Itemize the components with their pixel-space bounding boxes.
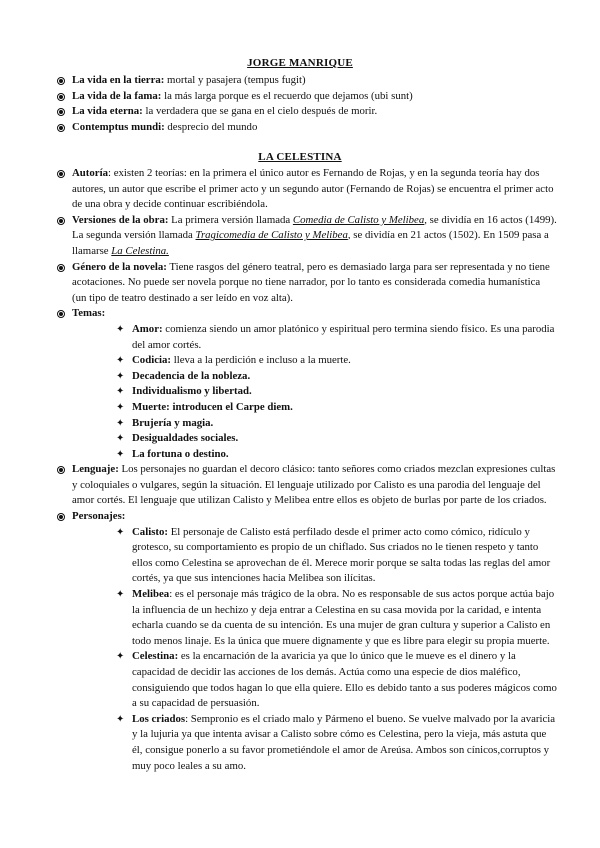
manrique-list: [55, 73, 555, 135]
sublist-item: [72, 416, 557, 432]
subitem-label: Los criados: [132, 712, 186, 725]
sublist-item: [72, 712, 557, 774]
subitem-label: Muerte: introducen el Carpe diem.: [132, 400, 293, 413]
subitem-label: Codicia:: [132, 354, 171, 367]
list-item-versiones: [55, 213, 557, 260]
item-text: la verdadera que se gana en el cielo después de morir.: [142, 105, 378, 118]
list-item: [55, 120, 555, 136]
sublist-item: [72, 587, 557, 649]
item-label: Temas:: [72, 307, 106, 320]
bullet-icon: [57, 124, 65, 132]
diamond-bullet-icon: ✦: [116, 713, 125, 725]
sublist-item: [72, 353, 557, 369]
list-item-personajes: [55, 509, 557, 774]
item-label: Contemptus mundi:: [72, 120, 165, 133]
item-label: Versiones de la obra:: [72, 213, 169, 226]
bullet-icon: [57, 513, 65, 521]
celestina-list: [55, 166, 557, 774]
diamond-bullet-icon: ✦: [116, 651, 125, 663]
list-item: [55, 73, 555, 89]
list-item: [55, 104, 555, 120]
subitem-label: Individualismo y libertad.: [132, 385, 252, 398]
item-label: La vida en la tierra:: [72, 74, 165, 86]
bullet-icon: [57, 93, 65, 101]
personajes-sublist: [72, 525, 557, 775]
bullet-icon: [57, 77, 65, 85]
diamond-bullet-icon: ✦: [116, 589, 125, 601]
subitem-text: comienza siendo un amor platónico y espiritual pero termina siendo físico. Es una parodia del amor cortés.: [132, 322, 555, 351]
item-text: la más larga porque es el recuerdo que dejamos (ubi sunt): [161, 89, 413, 102]
sublist-item: [72, 525, 557, 587]
subitem-text: El personaje de Calisto está perfilado desde el primer acto como cómico, ridículo y grotesco, su comportamiento es propio de un chiflado. Sus criados no le tienen respeto y tanto ellos como Celestina se aprovechan de él. Merece morir porque se salta todas las reglas del amor cortés, ya que sus intenciones hacia Melibea son ilícitas.: [132, 525, 551, 585]
subitem-label: Brujería y magia.: [132, 416, 214, 429]
list-item-lenguaje: [55, 462, 557, 509]
bullet-icon: [57, 310, 65, 318]
sublist-item: [72, 649, 557, 711]
sublist-item: [72, 369, 557, 385]
subitem-label: La fortuna o destino.: [132, 447, 229, 460]
subitem-label: Melibea: [132, 588, 170, 601]
subitem-text: : es el personaje más trágico de la obra. No es responsable de sus actos porque actúa bajo la influencia de un hechizo y deja entrar a Celestina en su casa movida por la caridad, e intenta echarla cuando se da cuenta de su intención. Es una mujer de gran cultura y superior a Calisto en todo menos linaje. Es la única que muere dignamente y que es libre para elegir su propia muerte.: [132, 588, 555, 647]
item-text: Tiene rasgos del género teatral, pero es demasiado larga para ser representada y no tiene acotaciones. No puede ser novela porque no tiene narrador, por lo tanto es considerada comedia humanística (un tipo de teatro destinado a ser leído en voz alta).: [72, 260, 550, 304]
bullet-icon: [57, 466, 65, 474]
work-title: Tragicomedia de Calisto y Melibea: [195, 229, 348, 242]
diamond-bullet-icon: ✦: [116, 370, 125, 382]
bullet-icon: [57, 264, 65, 272]
subitem-label: Desigualdades sociales.: [132, 432, 239, 445]
diamond-bullet-icon: ✦: [116, 417, 125, 429]
item-label: La vida eterna:: [72, 105, 143, 118]
item-text: Los personajes no guardan el decoro clásico: tanto señores como criados mezclan expresiones cultas y coloquiales o vulgares, según la situación. El lenguaje utilizado por Calisto es una parodia del lenguaje del amor cortés. El lenguaje que utilizan Calisto y Melibea entre ellos es objeto de burlas por parte de los criados.: [72, 463, 556, 507]
list-item-temas: [55, 306, 557, 462]
section-title-celestina: LA CELESTINA: [258, 151, 342, 163]
item-text: , se dividía en 16 actos (1499). La segunda versión llamada: [72, 213, 557, 242]
subitem-text: es la encarnación de la avaricia ya que lo único que le mueve es el dinero y la capacidad de decidir las acciones de los demás. Actúa como una especie de dios maléfico, consiguiendo que todos hagan lo que ella quiere. Ello es debido tanto a sus poderes mágicos como a su capacidad de persuasión.: [132, 650, 557, 710]
item-text: La primera versión llamada: [168, 213, 293, 226]
subitem-label: Calisto:: [132, 525, 168, 538]
work-title: La Celestina.: [111, 244, 169, 257]
item-label: La vida de la fama:: [72, 89, 162, 102]
diamond-bullet-icon: ✦: [116, 401, 125, 413]
item-label: Lenguaje:: [72, 463, 119, 476]
sublist-item: [72, 447, 557, 463]
item-text: : existen 2 teorías: en la primera el único autor es Fernando de Rojas, y en la segunda teoría hay dos autores, un autor que escribe el primer acto y un segundo autor (Fernando de Rojas) se encuentra el primer acto de una obra y decide continuar escribiéndola.: [72, 167, 554, 211]
item-text: , se dividía en 21 actos (1502). En 1509 pasa a llamarse: [72, 229, 549, 257]
sublist-item: [72, 384, 557, 400]
diamond-bullet-icon: ✦: [116, 448, 125, 460]
list-item-genero: [55, 260, 557, 307]
sublist-item: [72, 400, 557, 416]
temas-sublist: [72, 322, 557, 462]
diamond-bullet-icon: ✦: [116, 386, 125, 398]
bullet-icon: [57, 108, 65, 116]
work-title: Comedia de Calisto y Melibea: [292, 213, 425, 226]
subitem-label: Amor:: [132, 322, 163, 335]
bullet-icon: [57, 217, 65, 225]
item-text: desprecio del mundo: [164, 120, 258, 133]
diamond-bullet-icon: ✦: [116, 433, 125, 445]
list-item-autoria: [55, 166, 557, 213]
list-item: [55, 89, 555, 105]
subitem-text: : Sempronio es el criado malo y Pármeno el bueno. Se vuelve malvado por la avaricia y la lujuria ya que intenta avisar a Calisto sobre cómo es Celestina, pero la vieja, más astuta que él, consigue ponerlo a su favor prometiéndole el amor de Areúsa. Ambos son cínicos,corruptos y muy poco leales a su amo.: [132, 712, 556, 772]
diamond-bullet-icon: ✦: [116, 526, 125, 538]
bullet-icon: [57, 170, 65, 178]
subitem-text: lleva a la perdición e incluso a la muerte.: [171, 354, 351, 367]
subitem-label: Decadencia de la nobleza.: [132, 369, 251, 382]
diamond-bullet-icon: ✦: [116, 355, 125, 367]
item-label: Género de la novela:: [72, 260, 167, 273]
section-title-manrique: JORGE MANRIQUE: [247, 57, 353, 69]
item-label: Personajes:: [72, 510, 126, 523]
item-text: mortal y pasajera (tempus fugit): [164, 74, 306, 86]
sublist-item: [72, 322, 557, 353]
diamond-bullet-icon: ✦: [116, 323, 125, 335]
subitem-label: Celestina:: [132, 650, 179, 663]
sublist-item: [72, 431, 557, 447]
item-label: Autoría: [72, 167, 108, 179]
